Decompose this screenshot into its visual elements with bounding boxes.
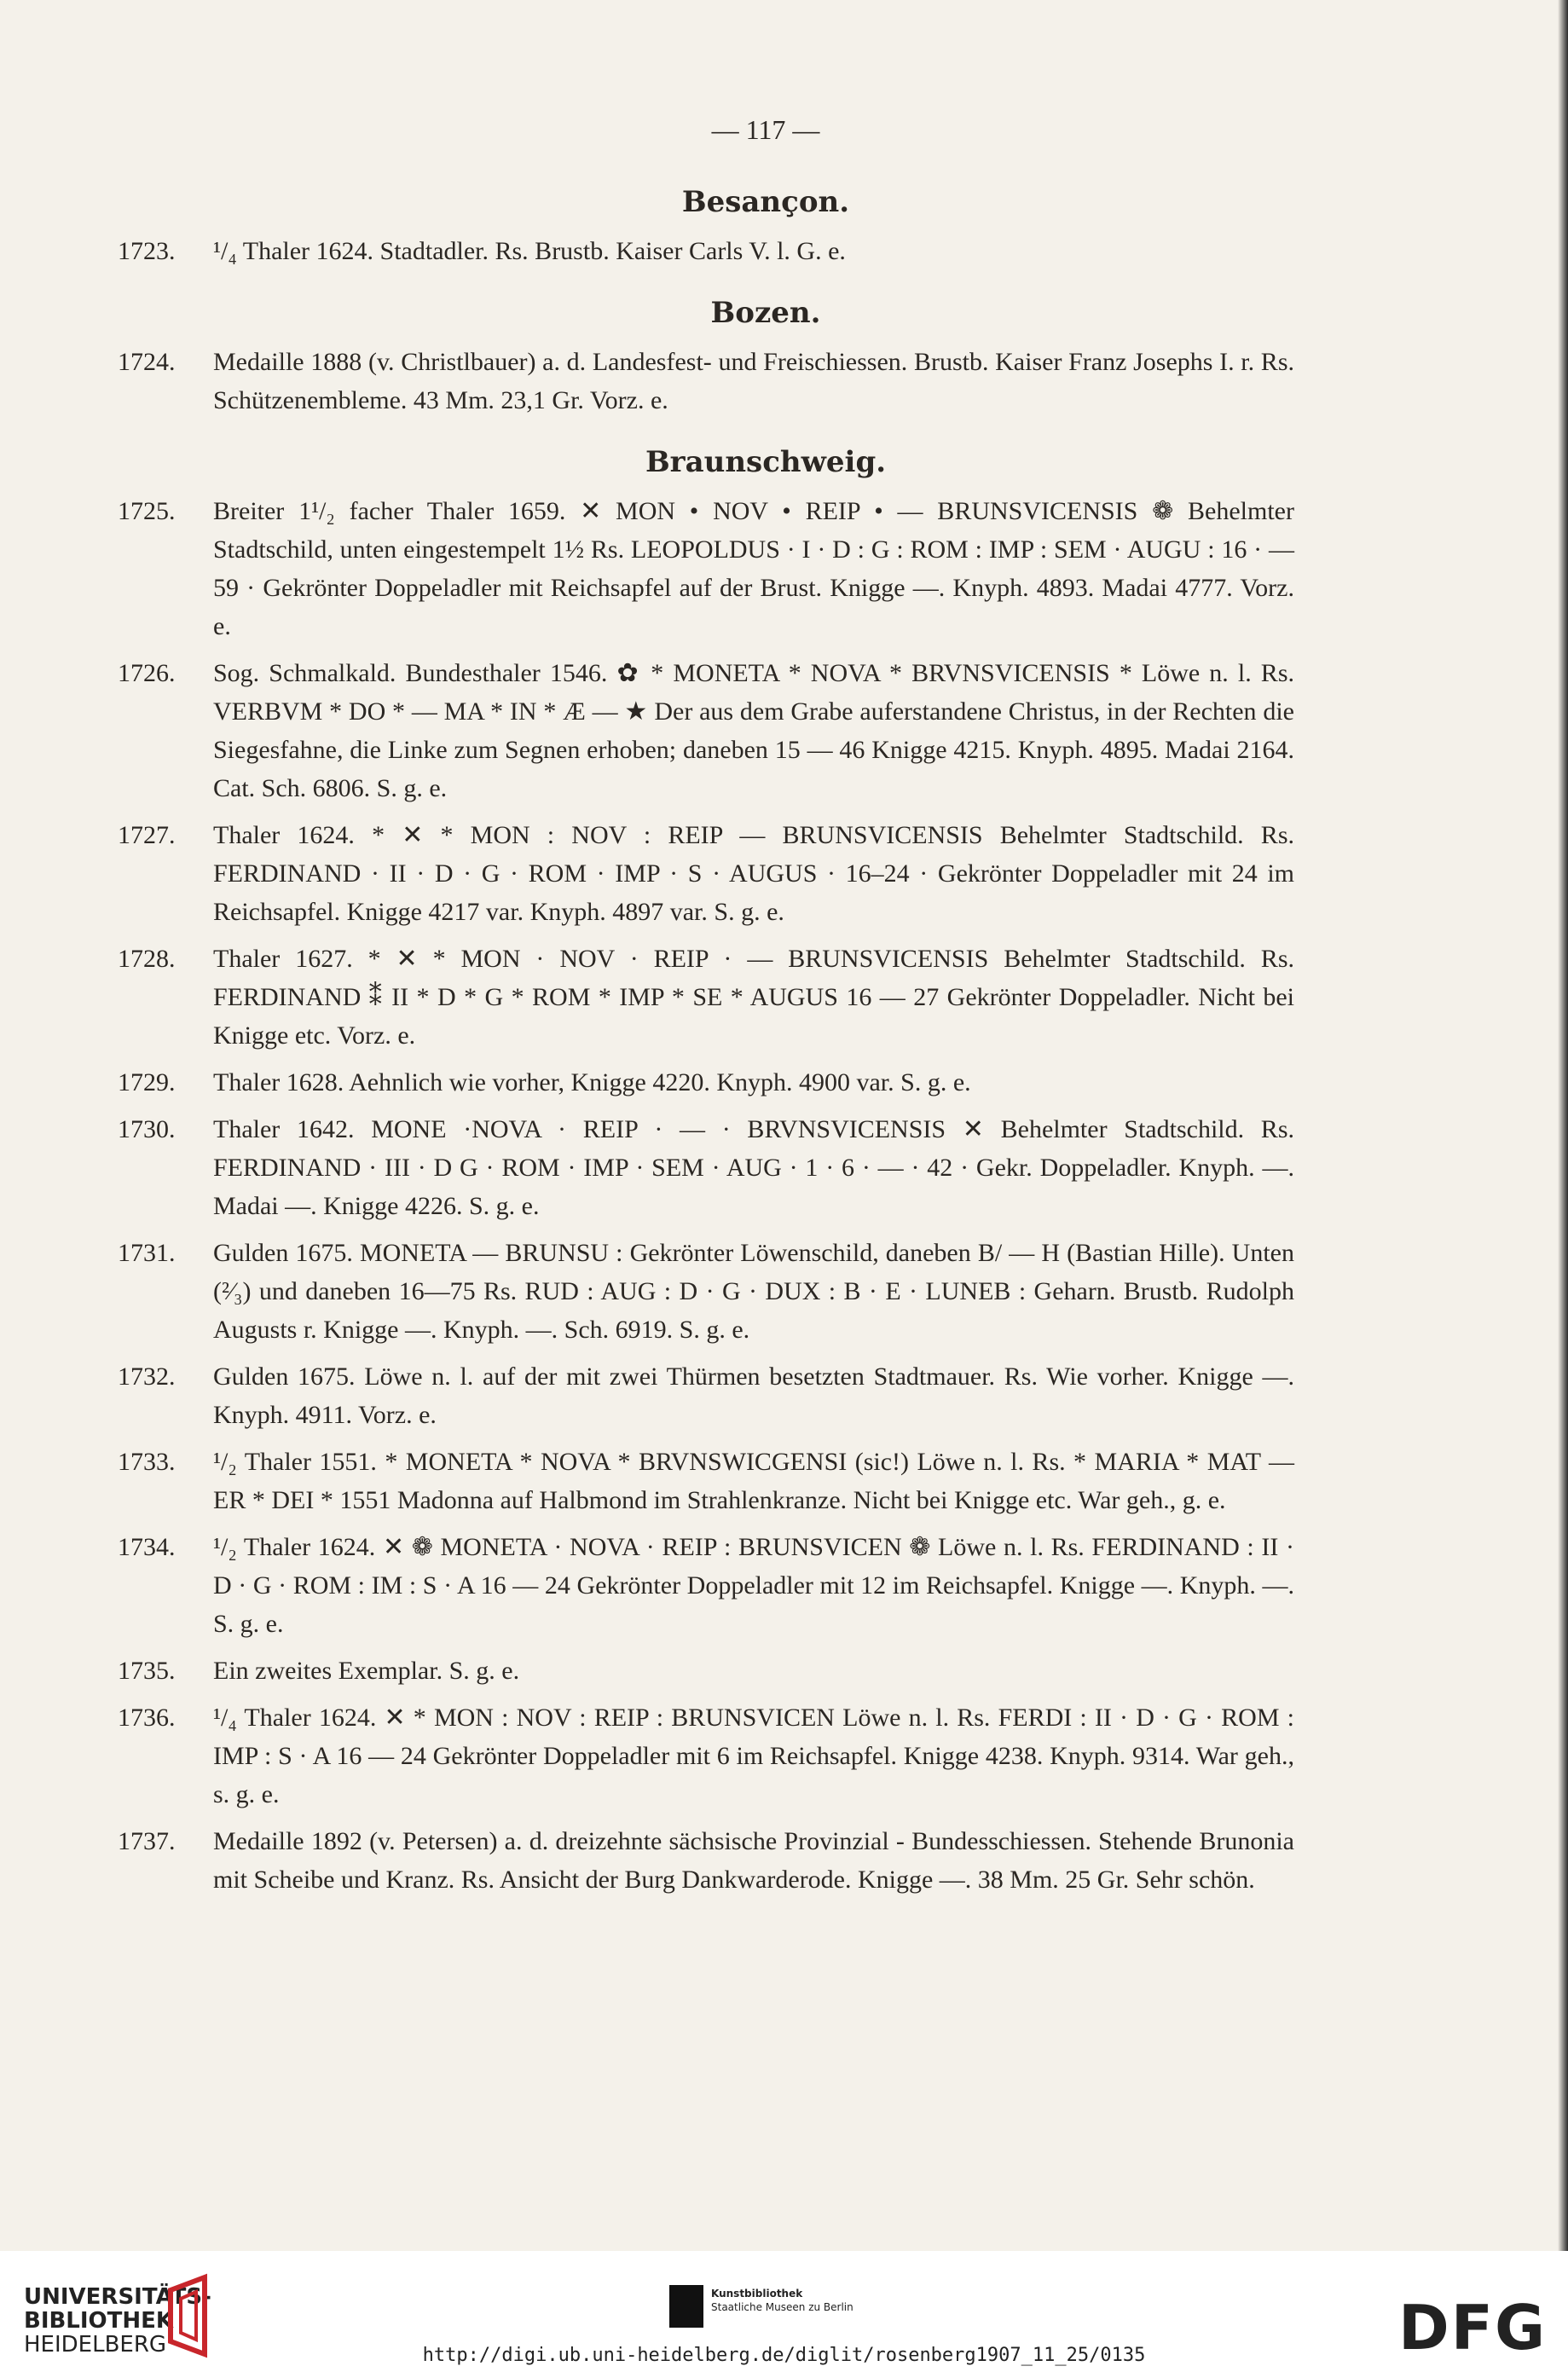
entry-text: Thaler 1628. Aehnlich wie vorher, Knigge 4220. Knyph. 4900 var. S. g. e. — [213, 1068, 971, 1096]
entry-number: 1736. — [118, 1704, 176, 1732]
entry-number: 1724. — [118, 348, 176, 376]
entry-text: Breiter 1¹/₂ facher Thaler 1659. ✕ MON • NOV • REIP • — BRUNSVICENSIS ❁ Behelmter Stadtschild, unten eingestempelt 1½ Rs. LEOPOLDUS · I · D : G : ROM : IMP : SEM · AUGU : 16 · — 59 · Gekrönter Doppeladler mit Reichsapfel auf der Brust. Knigge —. Knyph. 4893. Madai 4777. Vorz. e. — [213, 497, 1294, 640]
entry-text: ¹/₄ Thaler 1624. ✕ * MON : NOV : REIP : BRUNSVICEN Löwe n. l. Rs. FERDI : II · D · G · ROM : IMP : S · A 16 — 24 Gekrönter Doppeladler mit 6 im Reichsapfel. Knigge 4238. Knyph. 9314. War geh., s. g. e. — [213, 1704, 1294, 1808]
catalog-entry — [118, 1698, 1294, 1814]
ub-logo-line: BIBLIOTHEK — [24, 2308, 174, 2334]
catalog-entry — [118, 232, 1294, 270]
catalog-entry — [118, 343, 1294, 419]
footer-bar — [0, 2251, 1568, 2372]
page-number: — 117 — — [711, 114, 820, 145]
kunstbibliothek-logo-text — [711, 2287, 853, 2314]
entry-number: 1735. — [118, 1657, 176, 1685]
entry-number: 1733. — [118, 1448, 176, 1476]
entry-text: Ein zweites Exemplar. S. g. e. — [213, 1657, 520, 1685]
catalog-entry — [118, 940, 1294, 1055]
section-title: Braunschweig. — [645, 445, 887, 479]
catalog-entry — [118, 816, 1294, 931]
entry-text: Medaille 1888 (v. Christlbauer) a. d. Landesfest- und Freischiessen. Brustb. Kaiser Franz Josephs I. r. Rs. Schützenembleme. 43 Mm. 23,1 Gr. Vorz. e. — [213, 348, 1294, 414]
entry-text: Thaler 1642. MONE ·NOVA · REIP · — · BRVNSVICENSIS ✕ Behelmter Stadtschild. Rs. FERDINAND · III · D G · ROM · IMP · SEM · AUG · 1 · 6 · — · 42 · Gekr. Doppeladler. Knyph. —. Madai —. Knigge 4226. S. g. e. — [213, 1115, 1294, 1220]
catalog-entry — [118, 1822, 1294, 1899]
entry-number: 1725. — [118, 497, 176, 525]
section-title: Bozen. — [710, 296, 821, 330]
entry-number: 1726. — [118, 659, 176, 687]
ub-logo-line: HEIDELBERG — [24, 2332, 167, 2358]
catalog-entry — [118, 1357, 1294, 1434]
kunstbibliothek-logo-icon — [669, 2285, 703, 2328]
entry-text: Sog. Schmalkald. Bundesthaler 1546. ✿ * MONETA * NOVA * BRVNSVICENSIS * Löwe n. l. Rs. VERBVM * DO * — MA * IN * Æ — ★ Der aus dem Grabe auferstandene Christus, in der Rechten die Siegesfahne, die Linke zum Segnen erhoben; daneben 15 — 46 Knigge 4215. Knyph. 4895. Madai 2164. Cat. Sch. 6806. S. g. e. — [213, 659, 1294, 802]
catalog-entry — [118, 1063, 1294, 1102]
section-bozen — [118, 294, 1294, 419]
section-braunschweig — [118, 443, 1294, 1899]
entry-number: 1734. — [118, 1533, 176, 1561]
section-besancon — [118, 183, 1294, 270]
catalog-page — [118, 111, 1294, 1907]
entry-text: ¹/₂ Thaler 1551. * MONETA * NOVA * BRVNSWICGENSI (sic!) Löwe n. l. Rs. * MARIA * MAT — ER * DEI * 1551 Madonna auf Halbmond im Strahlenkranze. Nicht bei Knigge etc. War geh., g. e. — [213, 1448, 1294, 1514]
entry-text: ¹/₄ Thaler 1624. Stadtadler. Rs. Brustb. Kaiser Carls V. l. G. e. — [213, 237, 846, 265]
entry-text: Thaler 1624. * ✕ * MON : NOV : REIP — BRUNSVICENSIS Behelmter Stadtschild. Rs. FERDINAND · II · D · G · ROM · IMP · S · AUGUS · 16–24 · Gekrönter Doppeladler mit 24 im Reichsapfel. Knigge 4217 var. Knyph. 4897 var. S. g. e. — [213, 821, 1294, 926]
entry-number: 1727. — [118, 821, 176, 849]
entry-text: ¹/₂ Thaler 1624. ✕ ❁ MONETA · NOVA · REIP : BRUNSVICEN ❁ Löwe n. l. Rs. FERDINAND : II · D · G · ROM : IM : S · A 16 — 24 Gekrönter Doppeladler mit 12 im Reichsapfel. Knigge —. Knyph. —. S. g. e. — [213, 1533, 1294, 1638]
ub-logo-line: UNIVERSITÄTS- — [24, 2284, 211, 2310]
dfg-logo: DFG — [1398, 2292, 1548, 2363]
entry-number: 1731. — [118, 1239, 176, 1267]
entry-number: 1723. — [118, 237, 176, 265]
catalog-entry — [118, 654, 1294, 807]
entry-text: Thaler 1627. * ✕ * MON · NOV · REIP · — BRUNSVICENSIS Behelmter Stadtschild. Rs. FERDINAND ⁑ II * D * G * ROM * IMP * SE * AUGUS 16 — 27 Gekrönter Doppeladler. Nicht bei Knigge etc. Vorz. e. — [213, 945, 1294, 1050]
entry-number: 1730. — [118, 1115, 176, 1143]
catalog-entry — [118, 1443, 1294, 1519]
entry-number: 1732. — [118, 1362, 176, 1391]
catalog-entry — [118, 1234, 1294, 1349]
section-title: Besançon. — [681, 185, 850, 219]
catalog-entry — [118, 1110, 1294, 1225]
kb-line: Kunstbibliothek — [711, 2288, 803, 2300]
entry-number: 1729. — [118, 1068, 176, 1096]
entry-number: 1728. — [118, 945, 176, 973]
kb-line: Staatliche Museen zu Berlin — [711, 2301, 853, 2313]
catalog-entry — [118, 492, 1294, 645]
entry-text: Medaille 1892 (v. Petersen) a. d. dreizehnte sächsische Provinzial - Bundesschiessen. Stehende Brunonia mit Scheibe und Kranz. Rs. Ansicht der Burg Dankwarderode. Knigge —. 38 Mm. 25 Gr. Sehr schön. — [213, 1827, 1294, 1894]
catalog-entry — [118, 1528, 1294, 1643]
entry-number: 1737. — [118, 1827, 176, 1855]
entry-text: Gulden 1675. Löwe n. l. auf der mit zwei Thürmen besetzten Stadtmauer. Rs. Wie vorher. Knigge —. Knyph. 4911. Vorz. e. — [213, 1362, 1294, 1429]
entry-text: Gulden 1675. MONETA — BRUNSU : Gekrönter Löwenschild, daneben B/ — H (Bastian Hille). Unten (²⁄₃) und daneben 16—75 Rs. RUD : AUG : D · G · DUX : B · E · LUNEB : Geharn. Brustb. Rudolph Augusts r. Knigge —. Knyph. —. Sch. 6919. S. g. e. — [213, 1239, 1294, 1344]
source-url[interactable]: http://digi.ub.uni-heidelberg.de/diglit/rosenberg1907_11_25/0135 — [422, 2345, 1146, 2366]
catalog-entry — [118, 1652, 1294, 1690]
